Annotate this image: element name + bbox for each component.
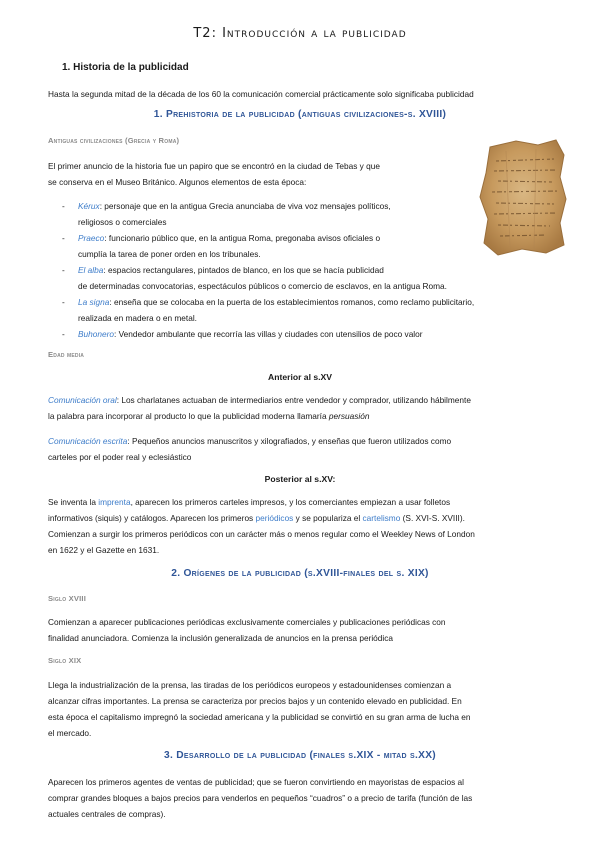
section-2-heading: 2. Orígenes de la publicidad (s.XVIII-finales del s. XIX): [171, 568, 429, 579]
term-oral: Comunicación oral: [48, 395, 117, 405]
after-xv-line-3: Comienzan a surgir los primeros periódicos con un carácter más o menos regular como el Weekley News of London: [48, 529, 475, 539]
term-kerux: Kérux: [78, 201, 100, 211]
xix-line-3: esta época el capitalismo impregnó la sociedad americana y la publicidad se convirtió en su gran arma de lucha en: [48, 712, 471, 722]
list-item: - Praeco: funcionario público que, en la antigua Roma, pregonaba avisos oficiales o cumplía la tarea de poner orden en los tribunales.: [62, 230, 572, 262]
section-3-heading: 3. Desarrollo de la publicidad (finales s.XIX - mitad s.XX): [164, 750, 436, 761]
oral-paragraph-line-1: Comunicación oral: Los charlatanes actuaban de intermediarios entre vendedor y comprador, utilizando hábilmente: [48, 395, 471, 405]
subheading-medieval: Edad media: [48, 350, 85, 359]
term-persuasion: persuasión: [328, 411, 370, 421]
ancient-elements-list: [62, 198, 572, 342]
term-signa: La signa: [78, 297, 110, 307]
list-item: - El alba: espacios rectangulares, pintados de blanco, en los que se hacía publicidad de determinadas convocatorias, espectáculos públicos o comercio de esclavos, en la antigua Roma.: [62, 262, 572, 294]
section-1-heading: 1. Prehistoria de la publicidad (antiguas civilizaciones-s. XVIII): [153, 109, 447, 120]
s3-line-3: actuales centrales de compras).: [48, 809, 166, 819]
written-paragraph-line-1: Comunicación escrita: Pequeños anuncios manuscritos y xilografiados, y enseñas que fueron utilizados como: [48, 436, 452, 446]
term-cartelismo: cartelismo: [362, 513, 401, 523]
section-history-heading: 1. Historia de la publicidad: [62, 62, 189, 73]
term-buhonero: Buhonero: [78, 329, 114, 339]
oral-paragraph-line-2: la palabra para incorporar al producto lo que la publicidad moderna llamaría persuasión: [48, 411, 370, 421]
term-praeco: Praeco: [78, 233, 105, 243]
list-item: - La signa: enseña que se colocaba en la puerta de los establecimientos romanos, como reclamo publicitario, realizada en madera o en metal.: [62, 294, 572, 326]
term-written: Comunicación escrita: [48, 436, 128, 446]
before-xv-heading: Anterior al s.XV: [268, 372, 332, 382]
after-xv-line-2: informativos (siquis) y catálogos. Aparecen los primeros periódicos y se popularizа el cartelismo (S. XVI-S. XVIII).: [48, 513, 465, 523]
after-xv-line-1: Se inventa la imprenta, aparecen los primeros carteles impresos, y los comerciantes empiezan a usar folletos: [48, 497, 451, 507]
term-imprenta: imprenta: [98, 497, 131, 507]
subheading-xviii: Siglo XVIII: [48, 594, 87, 603]
xix-line-1: Llega la industrialización de la prensa, las tiradas de los periódicos europeos y estadounidenses comienzan a: [48, 680, 452, 690]
ancient-paragraph-line-1: El primer anuncio de la historia fue un papiro que se encontró en la ciudad de Tebas y que: [48, 161, 380, 171]
term-periodicos: periódicos: [255, 513, 294, 523]
after-xv-heading: Posterior al s.XV:: [264, 474, 336, 484]
xix-line-2: alcanzar cifras importantes. La prensa se caracteriza por precios bajos y un contenido elevado en publicidad. En: [48, 696, 462, 706]
xviii-line-1: Comienzan a aparecer publicaciones periódicas exclusivamente comerciales y publicaciones periódicas con: [48, 617, 446, 627]
subheading-ancient: Antiguas civilizaciones (Grecia y Roma): [48, 136, 180, 145]
list-item: - Kérux: personaje que en la antigua Grecia anunciaba de viva voz mensajes políticos, religiosos o comerciales: [62, 198, 572, 230]
written-paragraph-line-2: carteles por el poder real y eclesiástico: [48, 452, 192, 462]
page-title: T2: Introducción a la publicidad: [193, 26, 407, 41]
term-alba: El alba: [78, 265, 104, 275]
after-xv-line-4: en 1622 y el Gazette en 1631.: [48, 545, 160, 555]
s3-line-2: comprar grandes bloques a bajos precios para venderlos en pequeños “cuadros” o a precio de tarifa (función de las: [48, 793, 473, 803]
intro-paragraph: Hasta la segunda mitad de la década de los 60 la comunicación comercial prácticamente solo significaba publicidad: [48, 89, 474, 99]
ancient-paragraph-line-2: se conserva en el Museo Británico. Algunos elementos de esta época:: [48, 177, 307, 187]
subheading-xix: Siglo XIX: [48, 656, 82, 665]
s3-line-1: Aparecen los primeros agentes de ventas de publicidad; que se fueron convirtiendo en mayoristas de espacios al: [48, 777, 465, 787]
list-item: - Buhonero: Vendedor ambulante que recorría las villas y ciudades con utensilios de poco valor: [62, 326, 572, 342]
xviii-line-2: finalidad anunciadora. Comienza la inclusión generalizada de anuncios en la prensa periódica: [48, 633, 394, 643]
xix-line-4: el mercado.: [48, 728, 92, 738]
